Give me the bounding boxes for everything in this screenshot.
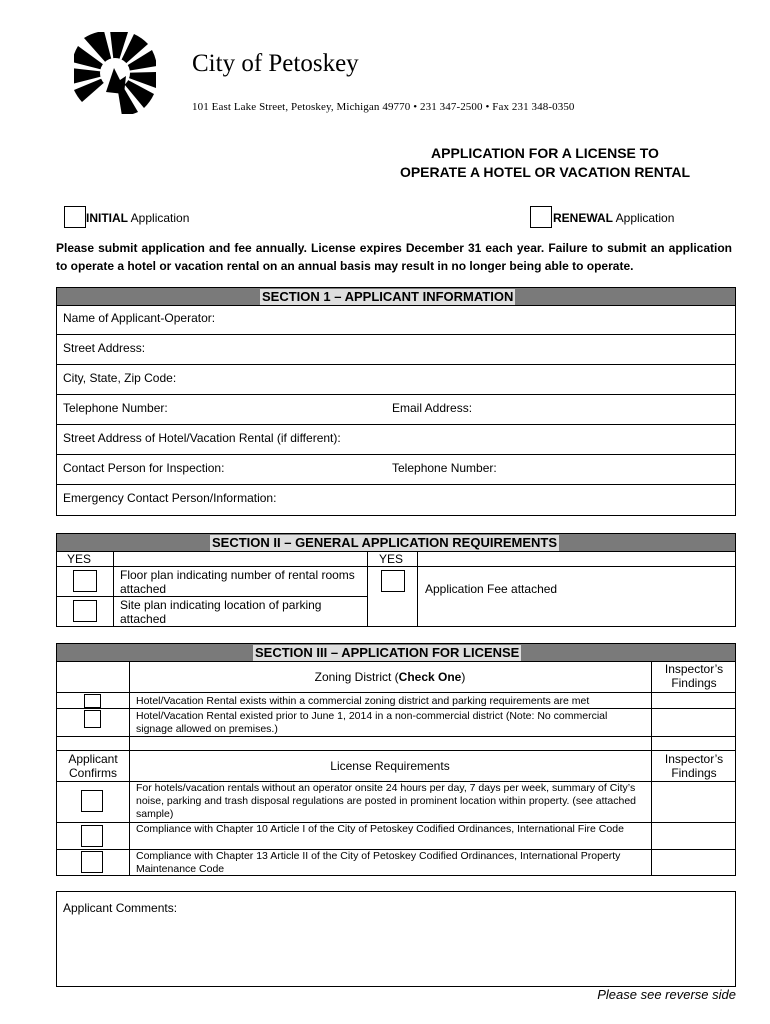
street-address-field[interactable]: [57, 335, 735, 365]
phone-email-row[interactable]: [57, 395, 735, 425]
initial-bold: INITIAL: [86, 211, 128, 225]
rental-address-label: Street Address of Hotel/Vacation Rental (if different):: [63, 431, 341, 445]
zoning-commercial-label: Hotel/Vacation Rental exists within a commercial zoning district and parking requirements are met: [136, 695, 590, 707]
renewal-rest: Application: [613, 211, 675, 225]
title-line-2: OPERATE A HOTEL OR VACATION RENTAL: [399, 164, 691, 180]
emergency-contact-label: Emergency Contact Person/Information:: [63, 491, 277, 505]
fire-code-label: Compliance with Chapter 10 Article I of the City of Petoskey Codified Ordinances, International Fire Code: [136, 823, 624, 835]
applicant-comments-box[interactable]: [56, 891, 736, 987]
reverse-side-note: Please see reverse side: [597, 987, 736, 1002]
section-3-header: [57, 644, 735, 662]
form-title: [380, 144, 710, 182]
zoning-noncommercial-checkbox[interactable]: [84, 710, 101, 728]
org-address: 101 East Lake Street, Petoskey, Michigan 49770 • 231 347-2500 • Fax 231 348-0350: [192, 101, 575, 113]
renewal-label: [553, 211, 674, 225]
property-maintenance-checkbox[interactable]: [81, 851, 103, 873]
section-1-heading: SECTION 1 – APPLICANT INFORMATION: [262, 289, 514, 304]
inspector-findings-header-1: Inspector’s Findings: [664, 662, 724, 690]
section-3-license: [56, 643, 736, 876]
site-plan-label: Site plan indicating location of parking attached: [120, 598, 322, 626]
zoning-pre: Zoning District (: [314, 670, 399, 684]
yes-header-1: YES: [67, 552, 92, 566]
title-line-1: APPLICATION FOR A LICENSE TO: [431, 145, 659, 161]
applicant-confirms-header: Applicant Confirms: [68, 752, 118, 780]
section-1-applicant-info: [56, 287, 736, 516]
city-state-zip-field[interactable]: [57, 365, 735, 395]
renewal-checkbox[interactable]: [530, 206, 552, 228]
notice-text: Please submit application and fee annually. License expires December 31 each year. Failure to submit an application to operate a hotel or vacation rental on an annual basis may result in no longer being able to operate.: [56, 241, 732, 273]
fee-label: Application Fee attached: [425, 582, 558, 596]
floor-plan-checkbox[interactable]: [73, 570, 97, 592]
contact-row[interactable]: [57, 455, 735, 485]
street-address-label: Street Address:: [63, 341, 146, 355]
renewal-bold: RENEWAL: [553, 211, 613, 225]
zoning-noncommercial-label: Hotel/Vacation Rental existed prior to June 1, 2014 in a non-commercial district (Note: No commercial signage allowed on premises.): [136, 710, 608, 735]
contact-person-label: Contact Person for Inspection:: [63, 461, 225, 475]
fire-code-checkbox[interactable]: [81, 825, 103, 847]
org-name: City of Petoskey: [192, 50, 359, 77]
initial-label: [86, 211, 189, 225]
rental-address-field[interactable]: [57, 425, 735, 455]
zoning-commercial-checkbox[interactable]: [84, 694, 101, 708]
license-requirements-header: License Requirements: [330, 759, 450, 773]
applicant-comments-label: Applicant Comments:: [63, 901, 178, 915]
section-1-header: [57, 288, 735, 306]
contact-telephone-label: Telephone Number:: [392, 461, 497, 475]
email-label: Email Address:: [392, 401, 473, 415]
yes-header-2: YES: [379, 552, 404, 566]
zoning-district-header: [130, 670, 650, 684]
regulations-posted-checkbox[interactable]: [81, 790, 103, 812]
applicant-name-label: Name of Applicant-Operator:: [63, 311, 216, 325]
initial-checkbox[interactable]: [64, 206, 86, 228]
city-logo: [74, 32, 156, 114]
fee-checkbox[interactable]: [381, 570, 405, 592]
section-3-heading: SECTION III – APPLICATION FOR LICENSE: [255, 645, 520, 660]
initial-rest: Application: [128, 211, 190, 225]
city-state-zip-label: City, State, Zip Code:: [63, 371, 177, 385]
site-plan-checkbox[interactable]: [73, 600, 97, 622]
section-2-requirements: [56, 533, 736, 627]
property-maintenance-label: Compliance with Chapter 13 Article II of the City of Petoskey Codified Ordinances, International Property Maintenance Code: [136, 850, 621, 875]
zoning-bold: Check One: [398, 670, 462, 684]
emergency-contact-field[interactable]: [57, 485, 735, 515]
regulations-posted-label: For hotels/vacation rentals without an operator onsite 24 hours per day, 7 days per week, summary of City’s noise, parking and trash disposal regulations are posted in prominent location within property. (see attached sample): [136, 782, 637, 820]
section-2-header: [57, 534, 735, 552]
section-2-heading: SECTION II – GENERAL APPLICATION REQUIREMENTS: [212, 535, 558, 550]
inspector-findings-header-2: Inspector’s Findings: [664, 752, 724, 780]
zoning-post: ): [461, 670, 466, 684]
telephone-label: Telephone Number:: [63, 401, 168, 415]
floor-plan-label: Floor plan indicating number of rental rooms attached: [120, 568, 355, 596]
applicant-name-field[interactable]: [57, 305, 735, 335]
